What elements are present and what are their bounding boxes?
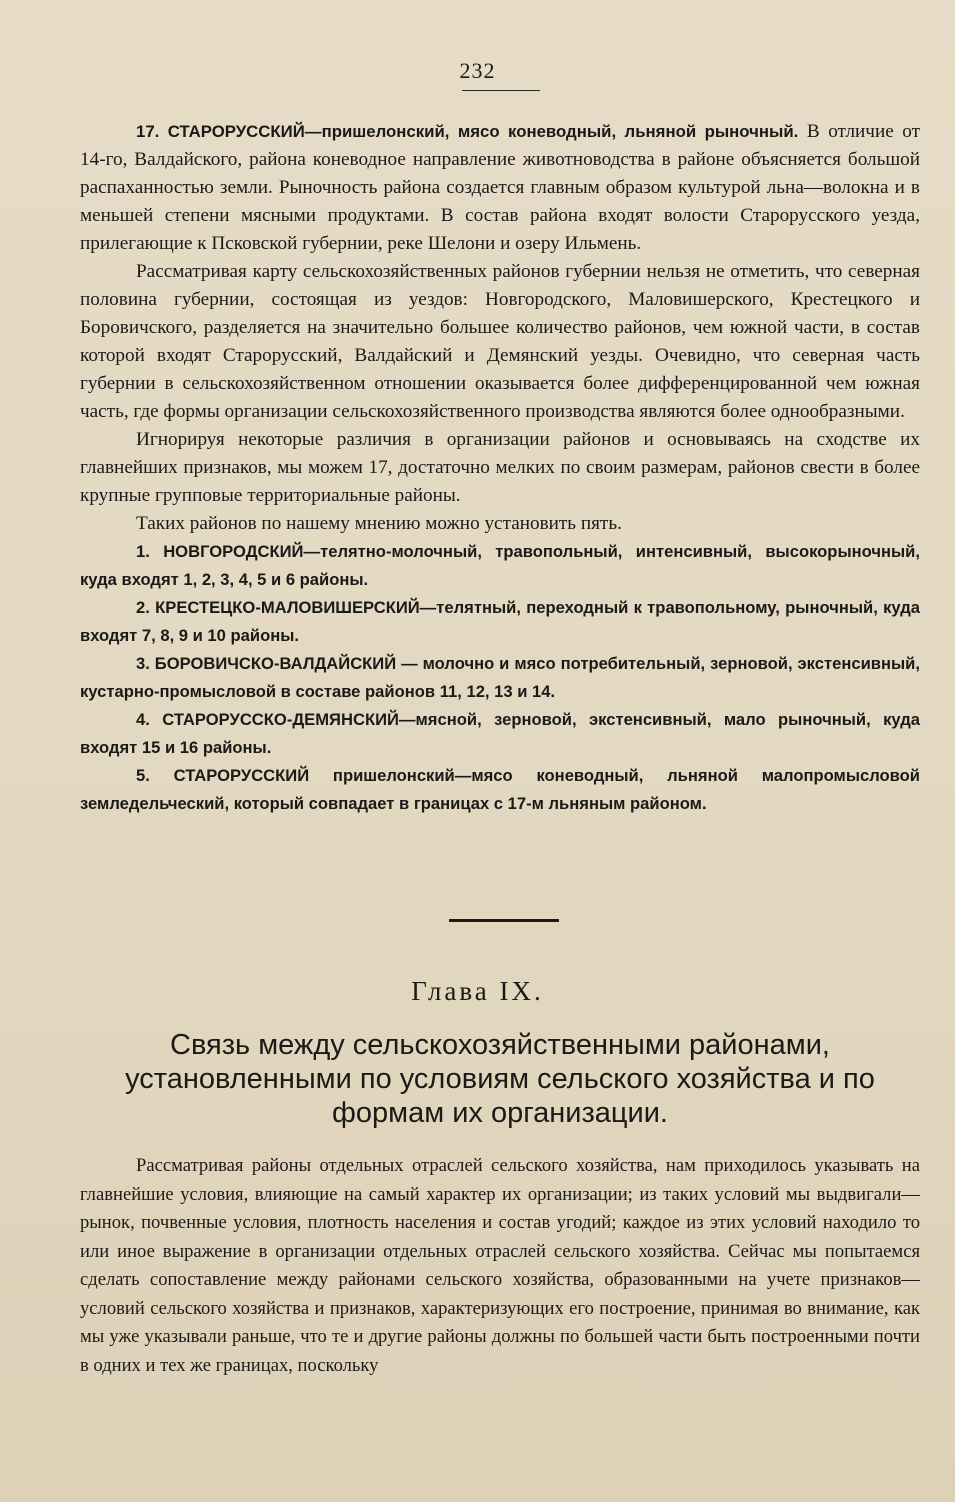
paragraph-district-17 <box>80 118 920 258</box>
chapter-title: Связь между сельскохозяйственными районами, установленными по условиям сельского хозяйства и по формам их организации. <box>125 1029 875 1129</box>
section-2-text <box>80 1152 920 1380</box>
paragraph-grouping: Игнорируя некоторые различия в организации районов и основываясь на сходстве их главнейших признаков, мы можем 17, достаточно мелких по своим размерам, районов свести в более крупные групповые территориальные районы. <box>80 429 920 506</box>
section-1-text <box>80 118 920 818</box>
paragraph-five-districts: Таких районов по нашему мнению можно установить пять. <box>136 513 622 534</box>
district-item-5: 5. СТАРОРУССКИЙ пришелонский—мясо коневодный, льняной малопромысловой земледельческий, который совпадает в границах с 17-м льняным районом. <box>80 766 920 813</box>
district-item-1: 1. НОВГОРОДСКИЙ—телятно-молочный, травопольный, интенсивный, высокорыночный, куда входят 1, 2, 3, 4, 5 и 6 районы. <box>80 542 920 589</box>
district-17-lead: 17. СТАРОРУССКИЙ—пришелонский, мясо коневодный, льняной рыночный. <box>136 122 799 141</box>
district-item-2: 2. КРЕСТЕЦКО-МАЛОВИШЕРСКИЙ—телятный, переходный к травопольному, рыночный, куда входят 7, 8, 9 и 10 районы. <box>80 598 920 645</box>
district-item-4: 4. СТАРОРУССКО-ДЕМЯНСКИЙ—мясной, зерновой, экстенсивный, мало рыночный, куда входят 15 и 16 районы. <box>80 710 920 757</box>
paragraph-map-review: Рассматривая карту сельскохозяйственных районов губернии нельзя не отметить, что северная половина губернии, состоящая из уездов: Новгородского, Маловишерского, Крестецкого и Боровичского, разделяется на значительно большее количество районов, чем южной части, в состав которой входят Старорусский, Валдайский и Демянский уезды. Очевидно, что северная часть губернии в сельскохозяйственном отношении оказывается более дифференцированной чем южная часть, где формы организации сельскохозяйственного производства являются более однообразными. <box>80 261 920 422</box>
page-number: 232 <box>459 58 496 83</box>
chapter-label: Глава IX. <box>411 976 544 1006</box>
paragraph-chapter-intro: Рассматривая районы отдельных отраслей сельского хозяйства, нам приходилось указывать на главнейшие условия, влияющие на самый характер их организации; из таких условий мы выдвигали—рынок, почвенные условия, плотность населения и состав угодий; каждое из этих условий находило то или иное выражение в организации отдельных отраслей сельского хозяйства. Сейчас мы попытаемся сделать сопоставление между районами сельского хозяйства, образованными на учете признаков—условий сельского хозяйства и признаков, характеризующих его построение, принимая во внимание, как мы уже указывали раньше, что те и другие районы должны по большей части быть построенными почти в одних и тех же границах, поскольку <box>80 1155 920 1376</box>
section-divider <box>449 919 559 922</box>
district-item-3: 3. БОРОВИЧСКО-ВАЛДАЙСКИЙ — молочно и мясо потребительный, зерновой, экстенсивный, кустарно-промысловой в составе районов 11, 12, 13 и 14. <box>80 654 920 701</box>
page-number-rule <box>462 90 540 91</box>
district-17-text: В отличие от 14-го, Валдайского, района коневодное направление животноводства в районе объясняется большой распаханностью земли. Рыночность района создается главным образом культурой льна—волокна и в меньшей степени мясными продуктами. В состав района входят волости Старорусского уезда, прилегающие к Псковской губернии, реке Шелони и озеру Ильмень. <box>80 121 920 254</box>
